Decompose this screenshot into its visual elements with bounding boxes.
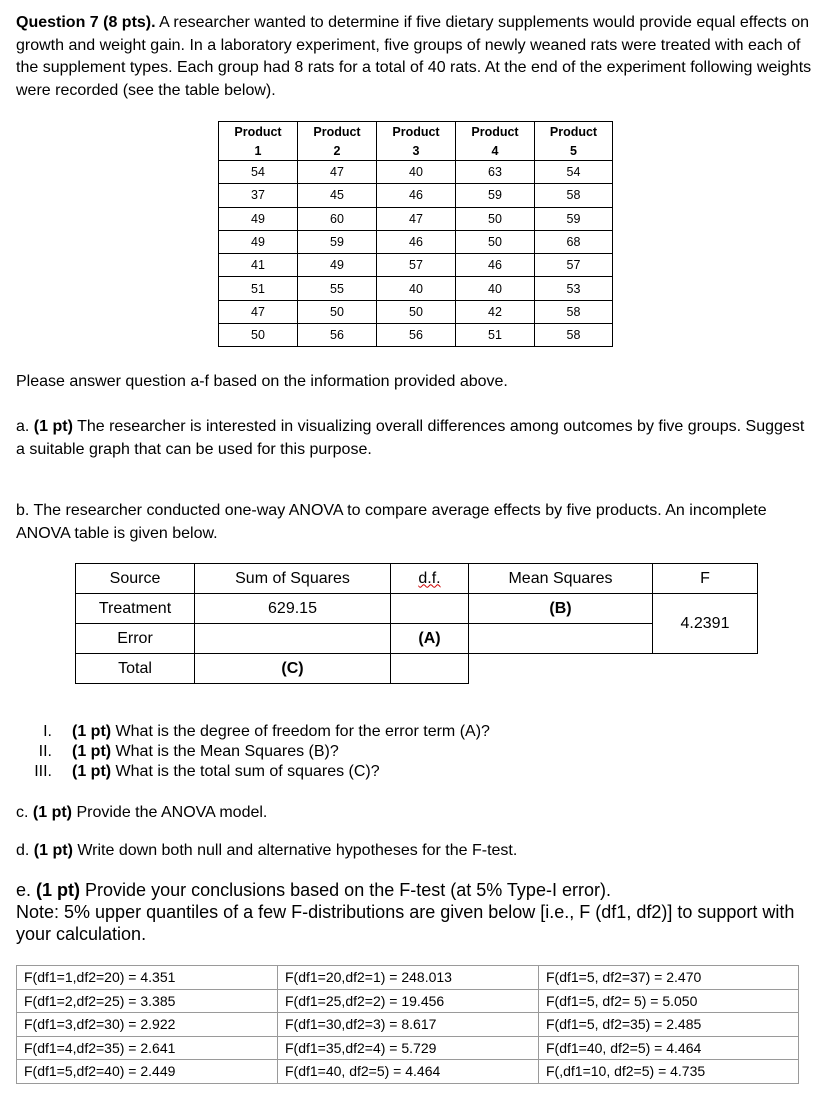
part-d: [16, 840, 816, 863]
table-cell: 47: [377, 207, 456, 230]
part-b: b. The researcher conducted one-way ANOVA to compare average effects by five products. An incomplete ANOVA table is given below.: [16, 502, 767, 542]
header-product-4: Product: [456, 122, 535, 142]
f-quantile-entry: F(df1=5, df2= 5) = 5.050: [539, 989, 798, 1013]
table-cell: 55: [298, 277, 377, 300]
table-header-row-top: [219, 122, 613, 142]
anova-treatment-source: Treatment: [76, 594, 195, 624]
table-row: [219, 207, 613, 230]
table-cell: 40: [377, 161, 456, 184]
f-quantile-entry: F(df1=40, df2=5) = 4.464: [539, 1036, 798, 1060]
subq-3-points: (1 pt): [72, 763, 112, 780]
table-cell: 40: [377, 277, 456, 300]
anova-error-source: Error: [76, 624, 195, 654]
f-quantile-table: [16, 965, 799, 1084]
table-row: [219, 230, 613, 253]
table-cell: 40: [456, 277, 535, 300]
instructions: Please answer question a-f based on the information provided above.: [16, 373, 508, 390]
subq-numeral-3: III.: [34, 763, 52, 780]
subq-1: [72, 723, 490, 741]
anova-error-df: (A): [391, 624, 469, 654]
anova-row-treatment: [76, 594, 758, 624]
header-number-4: 4: [456, 141, 535, 161]
anova-error-ms: [469, 624, 653, 654]
header-number-5: 5: [535, 141, 613, 161]
subq-1-text: What is the degree of freedom for the error term (A)?: [111, 723, 490, 740]
subq-numeral-2: II.: [38, 743, 52, 760]
table-cell: 47: [219, 300, 298, 323]
part-d-text: Write down both null and alternative hypotheses for the F-test.: [72, 842, 518, 859]
part-c: [16, 802, 816, 825]
question-intro: [16, 12, 816, 102]
anova-header-row: [76, 564, 758, 594]
anova-row-total: [76, 654, 758, 684]
table-cell: 63: [456, 161, 535, 184]
header-number-3: 3: [377, 141, 456, 161]
table-cell: 59: [535, 207, 613, 230]
table-row: [219, 254, 613, 277]
table-cell: 50: [219, 324, 298, 347]
f-quantile-entry: F(df1=3,df2=30) = 2.922: [17, 1012, 277, 1036]
subq-3: [72, 763, 380, 781]
subq-numeral-1: I.: [43, 723, 52, 740]
subq-1-points: (1 pt): [72, 723, 112, 740]
f-quantile-entry: F(df1=35,df2=4) = 5.729: [278, 1036, 538, 1060]
f-quantile-col-1: [17, 966, 278, 1084]
anova-f-value: 4.2391: [653, 594, 758, 654]
f-quantile-entry: F(df1=25,df2=2) = 19.456: [278, 989, 538, 1013]
table-cell: 51: [456, 324, 535, 347]
table-cell: 56: [377, 324, 456, 347]
part-d-label: d.: [16, 842, 30, 859]
table-cell: 53: [535, 277, 613, 300]
anova-header-df-text: d.f.: [418, 569, 441, 587]
table-cell: 49: [298, 254, 377, 277]
weights-table: [218, 121, 613, 347]
anova-treatment-ms: (B): [469, 594, 653, 624]
anova-header-ss: Sum of Squares: [195, 564, 391, 594]
part-e-text: Provide your conclusions based on the F-test (at 5% Type-I error).: [80, 880, 611, 900]
table-row: [219, 300, 613, 323]
table-cell: 51: [219, 277, 298, 300]
anova-treatment-df: [391, 594, 469, 624]
anova-total-df: [391, 654, 469, 684]
table-cell: 37: [219, 184, 298, 207]
table-cell: 41: [219, 254, 298, 277]
table-cell: 47: [298, 161, 377, 184]
f-quantile-entry: F(df1=20,df2=1) = 248.013: [285, 969, 452, 985]
f-quantile-col-2: [278, 966, 539, 1084]
header-product-1: Product: [219, 122, 298, 142]
table-cell: 59: [456, 184, 535, 207]
table-cell: 58: [535, 324, 613, 347]
table-cell: 58: [535, 300, 613, 323]
part-a: [16, 416, 816, 461]
subq-3-text: What is the total sum of squares (C)?: [111, 763, 380, 780]
anova-header-ms: Mean Squares: [469, 564, 653, 594]
subq-2-points: (1 pt): [72, 743, 112, 760]
table-cell: 54: [535, 161, 613, 184]
table-cell: 54: [219, 161, 298, 184]
table-cell: 49: [219, 230, 298, 253]
anova-header-source: Source: [76, 564, 195, 594]
table-row: [219, 161, 613, 184]
header-product-2: Product: [298, 122, 377, 142]
part-e-points: (1 pt): [36, 880, 81, 900]
table-row: [219, 184, 613, 207]
question-label: Question 7 (8 pts).: [16, 14, 156, 31]
f-quantile-entry: F(df1=2,df2=25) = 3.385: [17, 989, 277, 1013]
anova-empty-cell: [653, 654, 758, 684]
part-a-points: (1 pt): [33, 418, 73, 435]
table-cell: 50: [456, 207, 535, 230]
anova-error-ss: [195, 624, 391, 654]
table-cell: 50: [298, 300, 377, 323]
header-number-1: 1: [219, 141, 298, 161]
part-e-note: Note: 5% upper quantiles of a few F-distributions are given below [i.e., F (df1, df2)] to support with your calculation.: [16, 902, 795, 944]
f-quantile-entry: F(df1=40, df2=5) = 4.464: [278, 1059, 538, 1083]
header-product-5: Product: [535, 122, 613, 142]
table-cell: 50: [377, 300, 456, 323]
anova-total-ss: (C): [195, 654, 391, 684]
header-number-2: 2: [298, 141, 377, 161]
anova-header-df: [391, 564, 469, 594]
subq-2: [72, 743, 339, 761]
f-quantile-entry: F(df1=5,df2=40) = 2.449: [17, 1059, 277, 1083]
anova-table: [75, 563, 758, 684]
table-header-row-bottom: [219, 141, 613, 161]
f-quantile-entry: F(df1=5, df2=35) = 2.485: [539, 1012, 798, 1036]
table-cell: 68: [535, 230, 613, 253]
header-product-3: Product: [377, 122, 456, 142]
anova-header-f: F: [653, 564, 758, 594]
anova-total-source: Total: [76, 654, 195, 684]
part-d-points: (1 pt): [33, 842, 73, 859]
f-quantile-entry: F(df1=5, df2=37) = 2.470: [546, 969, 702, 985]
f-quantile-row: [17, 966, 799, 1084]
table-cell: 46: [456, 254, 535, 277]
table-cell: 49: [219, 207, 298, 230]
anova-treatment-ss: 629.15: [195, 594, 391, 624]
table-cell: 42: [456, 300, 535, 323]
part-a-text: The researcher is interested in visualizing overall differences among outcomes by five groups. Suggest a suitable graph that can be used for this purpose.: [16, 418, 805, 458]
table-row: [219, 324, 613, 347]
part-c-text: Provide the ANOVA model.: [72, 804, 268, 821]
f-quantile-entry: F(df1=4,df2=35) = 2.641: [17, 1036, 277, 1060]
question-intro-text: A researcher wanted to determine if five dietary supplements would provide equal effects on growth and weight gain. In a laboratory experiment, five groups of newly weaned rats were treated with each of the supplement types. Each group had 8 rats for a total of 40 rats. At the end of the experiment following weights were recorded (see the table below).: [16, 14, 812, 99]
anova-empty-cell: [469, 654, 653, 684]
f-quantile-col-3: [539, 966, 799, 1084]
f-quantile-entry: F(df1=1,df2=20) = 4.351: [24, 969, 176, 985]
part-c-label: c.: [16, 804, 29, 821]
f-quantile-entry: F(,df1=10, df2=5) = 4.735: [539, 1059, 798, 1083]
table-row: [219, 277, 613, 300]
table-cell: 57: [535, 254, 613, 277]
part-c-points: (1 pt): [32, 804, 73, 821]
table-cell: 50: [456, 230, 535, 253]
part-e: [16, 879, 816, 945]
table-cell: 46: [377, 230, 456, 253]
table-cell: 58: [535, 184, 613, 207]
table-cell: 57: [377, 254, 456, 277]
f-quantile-entry: F(df1=30,df2=3) = 8.617: [278, 1012, 538, 1036]
table-cell: 60: [298, 207, 377, 230]
table-cell: 59: [298, 230, 377, 253]
part-a-label: a.: [16, 418, 30, 435]
table-cell: 56: [298, 324, 377, 347]
part-e-label: e.: [16, 880, 32, 900]
table-cell: 46: [377, 184, 456, 207]
subq-2-text: What is the Mean Squares (B)?: [111, 743, 339, 760]
table-cell: 45: [298, 184, 377, 207]
